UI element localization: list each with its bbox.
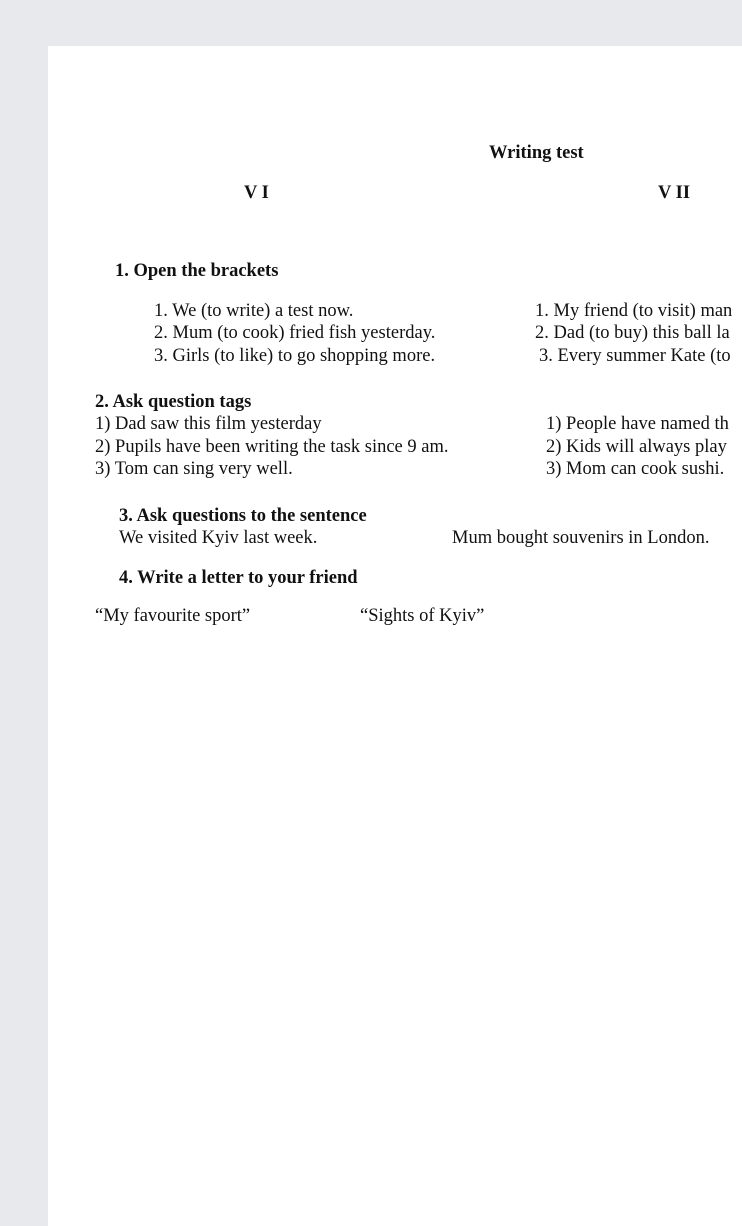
task-4-heading: 4. Write a letter to your friend [119,568,358,588]
task-3-left-sentence: We visited Kyiv last week. [119,528,318,548]
page-title: Writing test [489,143,584,163]
task-1-right-item: 3. Every summer Kate (to [539,346,731,366]
task-1-left-item: 1. We (to write) a test now. [154,301,354,321]
task-2-right-item: 2) Kids will always play [546,437,727,457]
task-3-heading: 3. Ask questions to the sentence [119,506,367,526]
task-1-left-item: 2. Mum (to cook) fried fish yesterday. [154,323,436,343]
task-1-heading: 1. Open the brackets [115,261,279,281]
variant-1-label: V I [244,183,269,203]
task-2-left-item: 1) Dad saw this film yesterday [95,414,322,434]
task-2-left-item: 2) Pupils have been writing the task since 9 am. [95,437,449,457]
task-4-right-topic: “Sights of Kyiv” [360,606,485,626]
task-1-right-item: 1. My friend (to visit) man [535,301,733,321]
task-1-right-item: 2. Dad (to buy) this ball la [535,323,730,343]
task-2-heading: 2. Ask question tags [95,392,252,412]
document-page [48,46,742,1226]
task-2-right-item: 1) People have named th [546,414,729,434]
task-1-left-item: 3. Girls (to like) to go shopping more. [154,346,436,366]
task-2-right-item: 3) Mom can cook sushi. [546,459,725,479]
task-2-left-item: 3) Tom can sing very well. [95,459,293,479]
task-4-left-topic: “My favourite sport” [95,606,251,626]
task-3-right-sentence: Mum bought souvenirs in London. [452,528,710,548]
variant-2-label: V II [658,183,691,203]
